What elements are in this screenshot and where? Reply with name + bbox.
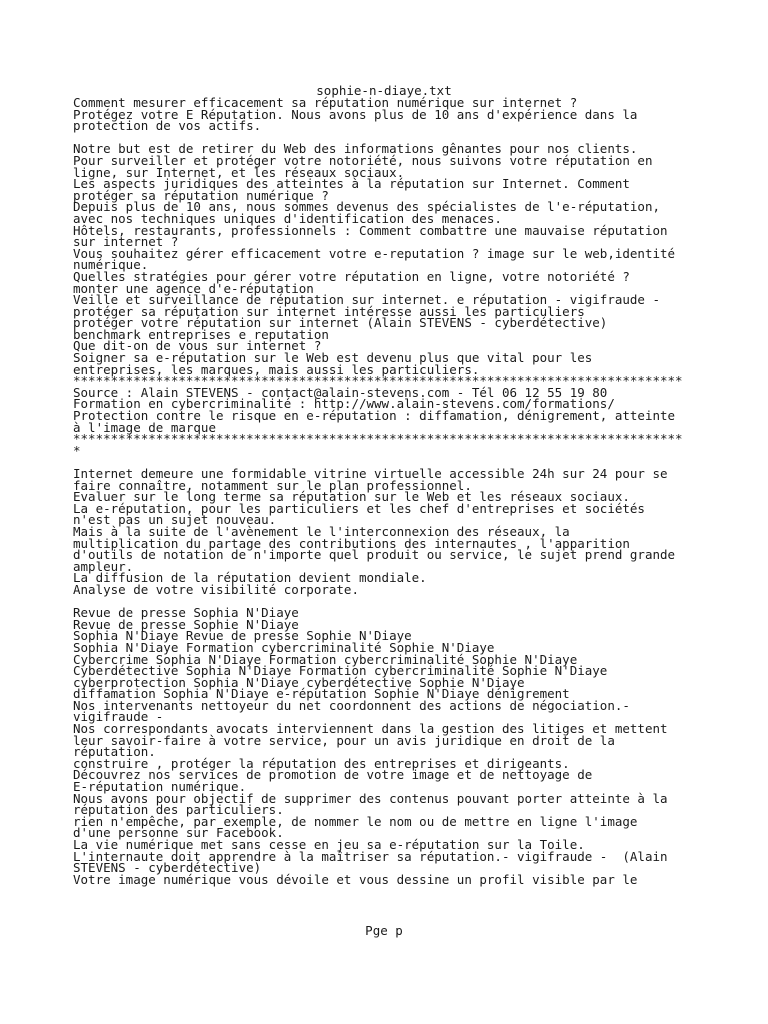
text-line: Veille et surveillance de réputation sur internet. e réputation - vigifraude - <box>73 292 660 308</box>
text-line: Protégez votre E Réputation. Nous avons plus de 10 ans d'expérience dans la <box>73 106 638 122</box>
text-line: Nous avons pour objectif de supprimer des contenus pouvant porter atteinte à la <box>73 790 668 806</box>
text-line: Analyse de votre visibilité corporate. <box>73 581 359 597</box>
text-line: La e-réputation, pour les particuliers et les chef d'entreprises et sociétés <box>73 500 645 516</box>
text-line: Nos correspondants avocats interviennent dans la gestion des litiges et mettent <box>73 721 668 737</box>
text-line: ligne, sur Internet, et les réseaux sociaux. <box>73 164 405 180</box>
text-line: E-réputation numérique. <box>73 779 247 795</box>
text-line: Comment mesurer efficacement sa réputation numérique sur internet ? <box>73 95 578 110</box>
text-line: ********************************************************************************* <box>73 431 683 447</box>
text-line: Revue de presse Sophia N'Diaye <box>73 605 299 621</box>
text-line: faire connaître, notamment sur le plan professionnel. <box>73 477 472 493</box>
text-line: réputation. <box>73 744 156 760</box>
text-line: vigifraude - <box>73 709 164 725</box>
text-line: Protection contre le risque en e-réputation : diffamation, dénigrement, atteinte <box>73 408 676 424</box>
text-line: Cyberdétective Sophia N'Diaye Formation cybercriminalité Sophie N'Diaye <box>73 663 608 679</box>
text-line: STEVENS - cyberdétective) <box>73 860 262 876</box>
text-line: construire , protéger la réputation des entreprises et dirigeants. <box>73 755 570 771</box>
text-line: d'outils de notation de n'importe quel produit ou service, le sujet prend grande <box>73 547 676 563</box>
page-footer: Pge p <box>365 923 403 938</box>
text-line: Nos intervenants nettoyeur du net coordonnent des actions de négociation.- <box>73 697 630 713</box>
text-line: n'est pas un sujet nouveau. <box>73 512 277 528</box>
text-line: L'internaute doit apprendre à la maîtriser sa réputation.- vigifraude - (Alain <box>73 848 668 864</box>
document-title: sophie-n-diaye.txt <box>316 83 452 98</box>
text-line: protéger votre réputation sur internet (Alain STEVENS - cyberdétective) <box>73 315 608 331</box>
text-line: Notre but est de retirer du Web des informations gênantes pour nos clients. <box>73 141 638 157</box>
text-line: Découvrez nos services de promotion de votre image et de nettoyage de <box>73 767 593 783</box>
text-line: Votre image numérique vous dévoile et vous dessine un profil visible par le <box>73 871 638 887</box>
text-line: La vie numérique met sans cesse en jeu sa e-réputation sur la Toile. <box>73 837 585 852</box>
text-line: Les aspects juridiques des atteintes à la réputation sur Internet. Comment <box>73 176 630 192</box>
text-line: Que dit-on de vous sur internet ? <box>73 338 322 354</box>
text-line: Pour surveiller et protéger votre notoriété, nous suivons votre réputation en <box>73 152 653 168</box>
text-line: diffamation Sophia N'Diaye e-réputation Sophie N'Diaye dénigrement <box>73 686 570 702</box>
text-line: monter une agence d'e-réputation <box>73 280 314 296</box>
text-line: Depuis plus de 10 ans, nous sommes devenus des spécialistes de l'e-réputation, <box>73 199 660 215</box>
text-line: protection de vos actifs. <box>73 118 262 134</box>
text-line: protéger sa réputation numérique ? <box>73 187 329 203</box>
document-body <box>73 97 703 885</box>
text-line: entreprises, les marques, mais aussi les particuliers. <box>73 361 480 377</box>
text-line: réputation des particuliers. <box>73 802 284 818</box>
text-line: avec nos techniques uniques d'identification des menaces. <box>73 210 502 226</box>
text-line: protéger sa réputation sur internet intéresse aussi les particuliers <box>73 303 585 319</box>
text-line: Cybercrime Sophia N'Diaye Formation cybercriminalité Sophie N'Diaye <box>73 651 578 667</box>
text-line: rien n'empêche, par exemple, de nommer le nom ou de mettre en ligne l'image <box>73 813 638 829</box>
text-line: Source : Alain STEVENS - contact@alain-stevens.com - Tél 06 12 55 19 80 <box>73 384 608 400</box>
text-line: La diffusion de la réputation devient mondiale. <box>73 570 427 586</box>
text-line: leur savoir-faire à votre service, pour un avis juridique en droit de la <box>73 732 615 748</box>
text-line: * <box>73 442 81 458</box>
text-line: benchmark entreprises e reputation <box>73 326 329 342</box>
text-line: Revue de presse Sophie N'Diaye <box>73 616 299 632</box>
text-line: sur internet ? <box>73 234 179 250</box>
text-line: ********************************************************************************* <box>73 373 683 389</box>
text-line: Internet demeure une formidable vitrine virtuelle accessible 24h sur 24 pour se <box>73 466 668 481</box>
text-line: Hôtels, restaurants, professionnels : Comment combattre une mauvaise réputation <box>73 222 668 238</box>
text-line: Mais à la suite de l'avènement le l'interconnexion des réseaux, la <box>73 523 570 539</box>
text-line: numérique. <box>73 257 149 273</box>
text-line: ampleur. <box>73 558 134 574</box>
text-line: Formation en cybercriminalité : http://www.alain-stevens.com/formations/ <box>73 396 615 412</box>
text-line: à l'image de marque <box>73 419 216 435</box>
text-line: Quelles stratégies pour gérer votre réputation en ligne, votre notoriété ? <box>73 268 630 284</box>
text-line: Soigner sa e-réputation sur le Web est devenu plus que vital pour les <box>73 350 593 366</box>
text-line: d'une personne sur Facebook. <box>73 825 284 841</box>
text-line: Vous souhaitez gérer efficacement votre e-reputation ? image sur le web,identité <box>73 245 676 261</box>
text-line: Sophia N'Diaye Revue de presse Sophie N'Diaye <box>73 628 412 644</box>
text-line: cyberprotection Sophia N'Diaye cyberdétective Sophie N'Diaye <box>73 674 525 690</box>
text-line: Sophia N'Diaye Formation cybercriminalité Sophie N'Diaye <box>73 639 495 655</box>
text-line: Evaluer sur le long terme sa réputation sur le Web et les réseaux sociaux. <box>73 489 630 505</box>
text-line: multiplication du partage des contributions des internautes , l'apparition <box>73 535 630 551</box>
